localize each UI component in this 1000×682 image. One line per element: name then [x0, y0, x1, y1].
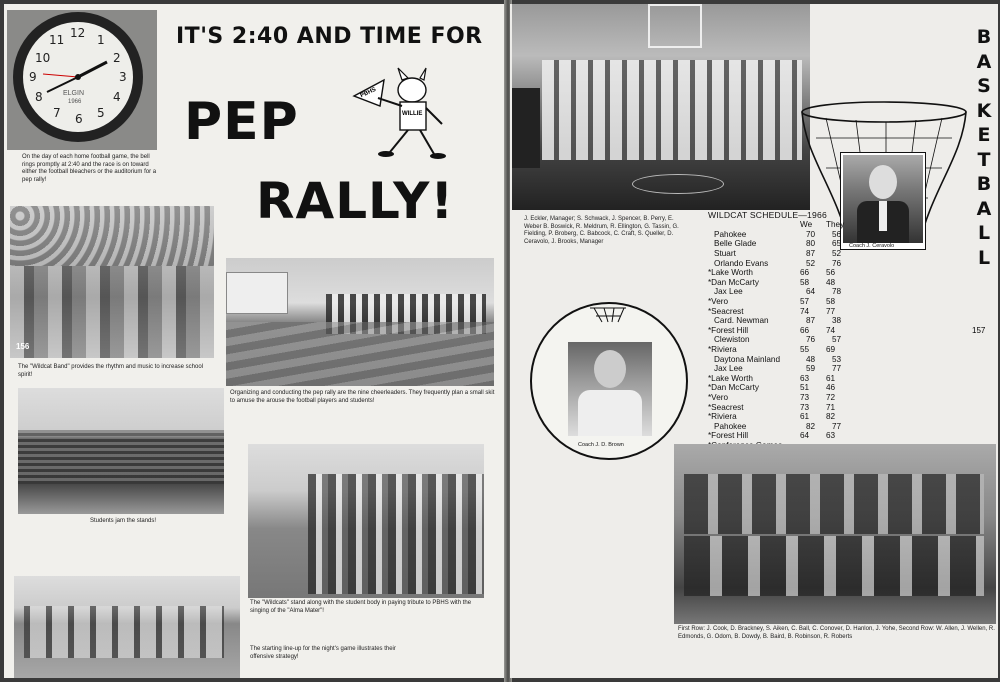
title-letter: B: [976, 26, 992, 48]
schedule-row: [708, 287, 858, 297]
schedule-row: [708, 393, 858, 403]
clock-numeral: 2: [113, 51, 121, 65]
schedule-they-score: 56: [832, 229, 842, 239]
schedule-opponent: *Seacrest: [708, 402, 744, 412]
schedule-we-score: 87: [806, 316, 816, 326]
pennant-label: PBHS: [359, 86, 378, 100]
schedule-opponent: *Riviera: [708, 412, 737, 422]
schedule-they-score: 74: [826, 325, 836, 335]
schedule-they-score: 65: [832, 239, 842, 249]
schedule-we-score: 48: [806, 354, 816, 364]
schedule-we-score: 73: [800, 392, 810, 402]
title-letter: A: [976, 50, 992, 73]
schedule-we-score: 64: [806, 287, 816, 297]
schedule-they-score: 77: [832, 421, 842, 431]
schedule-row: [708, 249, 858, 259]
stands-caption: Students jam the stands!: [90, 518, 157, 524]
headline-top: IT'S 2:40 AND TIME FOR: [176, 24, 483, 49]
band-photo: [10, 206, 214, 358]
schedule-opponent: Belle Glade: [714, 239, 757, 249]
schedule-they-score: 69: [826, 345, 836, 355]
clock-numeral: 3: [119, 70, 127, 84]
alma-mater-photo: [248, 444, 484, 598]
schedule-opponent: Card. Newman: [714, 316, 769, 326]
schedule-we-score: 73: [800, 402, 810, 412]
clock-numeral: 12: [70, 26, 86, 40]
varsity-caption: J. Eckler, Manager; S. Schwack, J. Spencer, B. Perry, E. Weber B. Boswick, R. Meldrum, R. Ellington, G. Tassin, G. Fielding, P. Broberg, C. Babcock, C. Craft, S. Queller, D. Ceravolo, J. Brooks, Manager: [524, 216, 679, 245]
schedule-they-score: 77: [832, 364, 842, 374]
schedule-row: [708, 258, 858, 268]
schedule-opponent: *Riviera: [708, 345, 737, 355]
schedule-we-score: 70: [806, 229, 816, 239]
schedule-row: [708, 239, 858, 249]
page-number-157: 157: [972, 326, 986, 335]
schedule-table: [708, 210, 858, 450]
schedule-opponent: *Lake Worth: [708, 268, 753, 278]
clock-numeral: 4: [113, 90, 121, 104]
schedule-they-score: 53: [832, 354, 842, 364]
right-page: [510, 4, 998, 678]
schedule-they-score: 77: [826, 306, 836, 316]
band-caption: The "Wildcat Band" provides the rhythm and music to increase school spirit!: [18, 364, 204, 378]
lineup-photo: [14, 576, 240, 678]
headline-pep: PEP: [184, 92, 299, 152]
schedule-row: [708, 306, 858, 316]
schedule-title: WILDCAT SCHEDULE—1966: [708, 210, 827, 220]
schedule-row: [708, 268, 858, 278]
schedule-row: [708, 402, 858, 412]
schedule-opponent: *Lake Worth: [708, 373, 753, 383]
coach-brown-photo: [568, 342, 652, 436]
cheerleaders-photo: [226, 258, 494, 386]
schedule-row: [708, 297, 858, 307]
schedule-they-score: 52: [832, 249, 842, 259]
schedule-opponent: *Seacrest: [708, 306, 744, 316]
schedule-we-score: 55: [800, 345, 810, 355]
jv-caption: First Row: J. Cook, D. Brackney, S. Aiken, C. Ball, C. Conover, D. Hanlon, J. Yohe, Second Row: W. Allen, J. Wellen, R. Edmonds, G. Odom, B. Dowdy, B. Baird, B. Robinson, R. Roberts: [678, 626, 995, 640]
headline-rally: RALLY!: [256, 172, 455, 230]
schedule-opponent: Pahokee: [714, 421, 747, 431]
schedule-we-score: 74: [800, 306, 810, 316]
schedule-they-score: 76: [832, 258, 842, 268]
clock-numeral: 8: [35, 90, 43, 104]
schedule-they-score: 56: [826, 268, 836, 278]
schedule-row: [708, 278, 858, 288]
schedule-they-score: 71: [826, 402, 836, 412]
clock-numeral: 9: [29, 70, 37, 84]
clock-numeral: 11: [49, 33, 65, 47]
page-number-156: 156: [16, 342, 30, 351]
coach-brown-caption: Coach J. D. Brown: [578, 442, 624, 448]
schedule-they-score: 57: [832, 335, 842, 345]
schedule-they-score: 58: [826, 297, 836, 307]
schedule-row: [708, 421, 858, 431]
left-page: [4, 4, 506, 678]
schedule-opponent: Stuart: [714, 249, 736, 259]
title-letter: L: [977, 246, 991, 269]
title-letter: B: [976, 173, 992, 195]
clock-photo: [7, 10, 157, 150]
schedule-row: [708, 354, 858, 364]
title-letter: E: [977, 124, 991, 146]
clock-brand: ELGIN: [63, 90, 85, 97]
schedule-row: [708, 383, 858, 393]
clock-numeral: 7: [53, 106, 61, 120]
clock-numeral: 6: [75, 112, 83, 126]
schedule-row: [708, 345, 858, 355]
schedule-they-score: 61: [826, 373, 836, 383]
clock-numeral: 1: [97, 33, 105, 47]
schedule-opponent: *Dan McCarty: [708, 383, 759, 393]
cheerleaders-caption: Organizing and conducting the pep rally are the nine cheerleaders. They frequently plan a small skit to amuse the arouse the football players and students!: [230, 390, 495, 404]
schedule-row: [708, 335, 858, 345]
coach-ceravolo-caption: Coach J. Ceravolo: [849, 243, 895, 249]
schedule-we-score: 61: [800, 412, 810, 422]
schedule-opponent: *Vero: [708, 392, 729, 402]
schedule-row: [708, 412, 858, 422]
schedule-row: [708, 326, 858, 336]
schedule-opponent: Clewiston: [714, 335, 750, 345]
schedule-we-score: 51: [800, 383, 810, 393]
schedule-they-score: 63: [826, 431, 836, 441]
clock-face: [23, 22, 133, 132]
title-letter: S: [977, 75, 991, 97]
wildcat-mascot-drawing: [350, 66, 446, 166]
schedule-they-score: 48: [826, 277, 836, 287]
schedule-row: [708, 230, 858, 240]
title-letter: L: [977, 222, 991, 244]
schedule-opponent: *Forest Hill: [708, 431, 749, 441]
schedule-row: [708, 374, 858, 384]
jv-team-photo: [674, 444, 996, 624]
clock-year: 1966: [68, 99, 82, 105]
col-we: We: [800, 220, 813, 230]
clock-caption: On the day of each home football game, the bell rings promptly at 2:40 and the race is on toward either the football bleachers or the auditorium for a pep rally!: [22, 154, 157, 183]
schedule-opponent: *Dan McCarty: [708, 277, 759, 287]
schedule-they-score: 38: [832, 316, 842, 326]
clock-hands: [23, 22, 133, 132]
schedule-row: [708, 364, 858, 374]
col-they: They: [826, 220, 845, 230]
title-letter: A: [976, 197, 992, 220]
schedule-they-score: 72: [826, 392, 836, 402]
lineup-caption: The starting line-up for the night's game illustrates their offensive strategy!: [250, 646, 396, 660]
schedule-opponent: Orlando Evans: [714, 258, 769, 268]
schedule-header: [708, 220, 858, 230]
varsity-team-photo: [512, 4, 810, 210]
schedule-we-score: 59: [806, 364, 816, 374]
schedule-they-score: 82: [826, 412, 836, 422]
schedule-we-score: 63: [800, 373, 810, 383]
schedule-we-score: 52: [806, 258, 816, 268]
schedule-opponent: Daytona Mainland: [714, 354, 780, 364]
net-sketch: [588, 304, 628, 324]
schedule-we-score: 66: [800, 268, 810, 278]
schedule-we-score: 58: [800, 277, 810, 287]
schedule-opponent: Jax Lee: [714, 287, 743, 297]
schedule-we-score: 57: [800, 297, 810, 307]
schedule-we-score: 66: [800, 325, 810, 335]
schedule-we-score: 64: [800, 431, 810, 441]
clock-numeral: 5: [97, 106, 105, 120]
title-letter: T: [977, 148, 991, 171]
schedule-they-score: 78: [832, 287, 842, 297]
stands-photo: [18, 388, 224, 514]
title-letter: K: [976, 99, 992, 122]
schedule-we-score: 82: [806, 421, 816, 431]
alma-mater-caption: The "Wildcats" stand along with the student body in paying tribute to PBHS with the singing of the "Alma Mater"!: [250, 600, 472, 614]
coach-brown-circle: [530, 302, 688, 460]
schedule-row: [708, 431, 858, 441]
clock-numeral: 10: [35, 51, 51, 65]
schedule-they-score: 46: [826, 383, 836, 393]
schedule-we-score: 76: [806, 335, 816, 345]
schedule-opponent: Pahokee: [714, 229, 747, 239]
schedule-opponent: *Vero: [708, 297, 729, 307]
basketball-vertical-title: [973, 26, 995, 271]
schedule-we-score: 80: [806, 239, 816, 249]
schedule-opponent: Jax Lee: [714, 364, 743, 374]
mascot-label: WILLIE: [402, 111, 423, 117]
schedule-opponent: *Forest Hill: [708, 325, 749, 335]
wall-clock: [13, 12, 143, 142]
schedule-row: [708, 316, 858, 326]
schedule-we-score: 87: [806, 249, 816, 259]
